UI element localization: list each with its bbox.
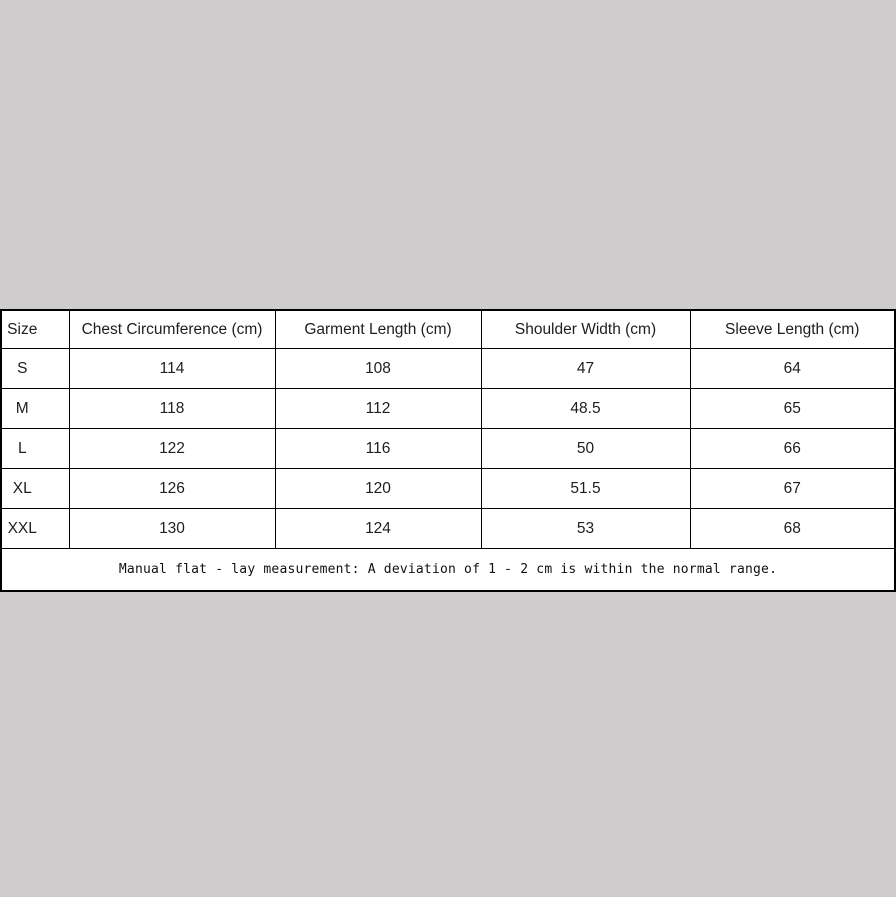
garment-cell: 120 (275, 469, 481, 509)
size-cell: XL (1, 469, 69, 509)
table-row-l (1, 429, 895, 469)
size-cell: L (1, 429, 69, 469)
chest-cell: 130 (69, 509, 275, 549)
column-header-size: Size (1, 310, 69, 349)
garment-cell: 108 (275, 349, 481, 389)
note-row (1, 549, 895, 592)
measurement-note: Manual flat - lay measurement: A deviation of 1 - 2 cm is within the normal range. (1, 549, 895, 592)
table-header-row (1, 310, 895, 349)
chest-cell: 118 (69, 389, 275, 429)
table-row-xxl (1, 509, 895, 549)
size-cell: M (1, 389, 69, 429)
chest-cell: 114 (69, 349, 275, 389)
sleeve-cell: 67 (690, 469, 895, 509)
size-cell: XXL (1, 509, 69, 549)
garment-cell: 112 (275, 389, 481, 429)
shoulder-cell: 51.5 (481, 469, 690, 509)
column-header-chest: Chest Circumference (cm) (69, 310, 275, 349)
table-row-m (1, 389, 895, 429)
column-header-shoulder: Shoulder Width (cm) (481, 310, 690, 349)
sleeve-cell: 65 (690, 389, 895, 429)
size-chart-table (0, 309, 896, 592)
column-header-sleeve: Sleeve Length (cm) (690, 310, 895, 349)
sleeve-cell: 64 (690, 349, 895, 389)
sleeve-cell: 68 (690, 509, 895, 549)
shoulder-cell: 47 (481, 349, 690, 389)
chest-cell: 126 (69, 469, 275, 509)
table-row-s (1, 349, 895, 389)
garment-cell: 116 (275, 429, 481, 469)
sleeve-cell: 66 (690, 429, 895, 469)
shoulder-cell: 48.5 (481, 389, 690, 429)
column-header-garment: Garment Length (cm) (275, 310, 481, 349)
shoulder-cell: 50 (481, 429, 690, 469)
size-cell: S (1, 349, 69, 389)
shoulder-cell: 53 (481, 509, 690, 549)
size-chart (0, 309, 896, 592)
garment-cell: 124 (275, 509, 481, 549)
table-row-xl (1, 469, 895, 509)
chest-cell: 122 (69, 429, 275, 469)
